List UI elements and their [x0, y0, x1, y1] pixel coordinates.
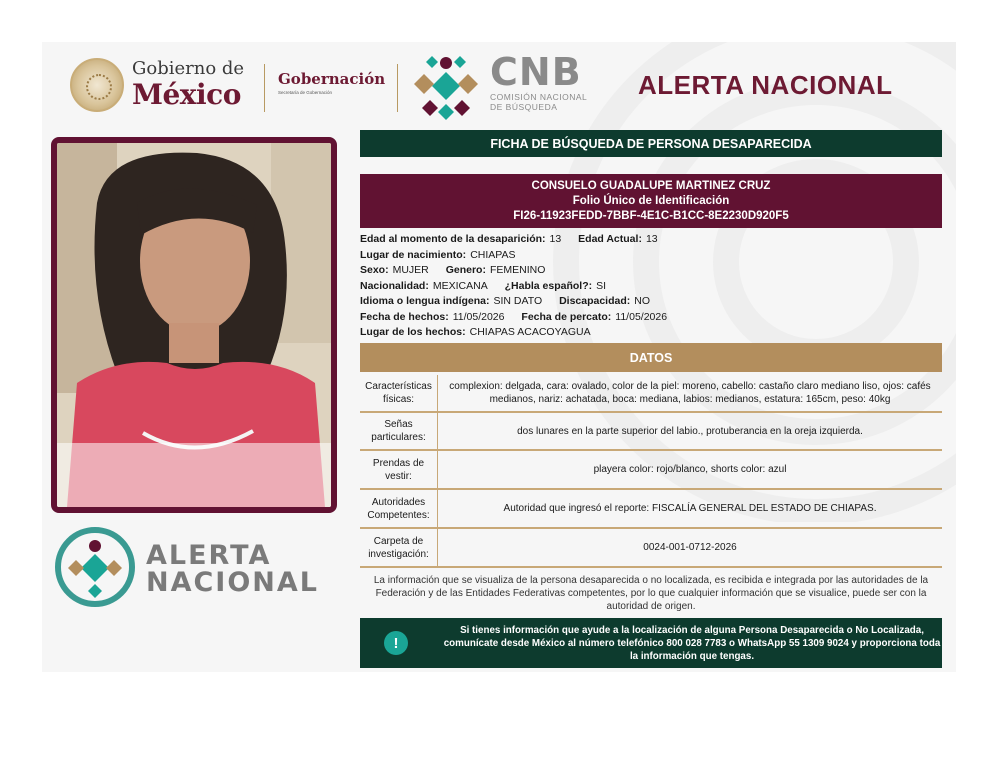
edad-desaparicion-value: 13	[549, 233, 562, 245]
lugar-nacimiento-label: Lugar de nacimiento:	[360, 248, 467, 261]
caracteristicas-value: complexion: delgada, cara: ovalado, color de la piel: moreno, cabello: castaño claro mediano liso, ojos: cafés medianos, nariz: achatada, boca: mediana, labios: medianos, estatura: 165cm, peso: 40kg	[449, 381, 931, 405]
habla-espanol-label: ¿Habla español?:	[504, 279, 593, 292]
fecha-percato-value: 11/05/2026	[615, 310, 668, 323]
contact-text: Si tienes información que ayude a la localización de alguna Persona Desaparecida o No Localizada, comunícate desde México al número telefónico 800 028 7783 o WhatsApp 55 1309 9024 y proporciona toda la información que tengas.	[443, 624, 941, 662]
person-photo	[51, 137, 337, 513]
contact-bar	[360, 618, 942, 668]
cnb-acronym: CNB	[490, 50, 582, 94]
datos-row	[360, 375, 942, 413]
info-row	[360, 294, 942, 310]
habla-espanol-value: SI	[596, 279, 607, 292]
edad-actual-label: Edad Actual:	[578, 233, 642, 245]
fecha-hechos-value: 11/05/2026	[452, 310, 505, 323]
cnb-mark-icon	[410, 50, 482, 122]
alerta-nacional-title: ALERTA NACIONAL	[638, 70, 893, 100]
fecha-hechos-label: Fecha de hechos:	[360, 310, 449, 323]
lugar-hechos-value: CHIAPAS ACACOYAGUA	[469, 326, 591, 338]
senas-value: dos lunares en la parte superior del labio., protuberancia en la oreja izquierda.	[517, 425, 863, 437]
header-divider	[264, 64, 265, 112]
header-divider	[397, 64, 398, 112]
person-info	[360, 232, 942, 341]
info-row	[360, 248, 942, 264]
cnb-wordmark	[490, 52, 587, 112]
sexo-label: Sexo:	[360, 264, 389, 276]
folio-label: Folio Único de Identificación	[572, 195, 730, 207]
nacionalidad-label: Nacionalidad:	[360, 279, 429, 292]
cnb-line2: DE BÚSQUEDA	[490, 102, 558, 112]
gobernacion-logo	[278, 70, 388, 95]
info-row	[360, 232, 942, 248]
genero-value: FEMENINO	[489, 264, 546, 276]
person-name: CONSUELO GUADALUPE MARTINEZ CRUZ	[531, 180, 771, 192]
national-seal-icon	[70, 58, 124, 112]
gob-line1: Gobierno de	[132, 58, 245, 79]
senas-label: Señas particulares:	[360, 413, 438, 449]
autoridades-label: Autoridades Competentes:	[360, 490, 438, 527]
genero-label: Genero:	[445, 264, 486, 276]
edad-desaparicion-label: Edad al momento de la desaparición:	[360, 233, 546, 245]
alerta-nacional-logo-icon	[54, 526, 136, 608]
alert-sheet	[42, 42, 956, 672]
ficha-title-bar: FICHA DE BÚSQUEDA DE PERSONA DESAPARECIDA	[360, 130, 942, 157]
sexo-value: MUJER	[392, 264, 429, 276]
cnb-line1: COMISIÓN NACIONAL	[490, 92, 588, 102]
exclamation-icon: !	[384, 631, 408, 655]
gobernacion-sub: Secretaría de Gobernación	[278, 90, 333, 95]
fecha-percato-label: Fecha de percato:	[521, 310, 612, 323]
lugar-hechos-label: Lugar de los hechos:	[360, 326, 466, 338]
idioma-label: Idioma o lengua indígena:	[360, 295, 490, 307]
logo-line1: ALERTA	[146, 540, 272, 571]
gobernacion-name: Gobernación	[278, 70, 386, 88]
discapacidad-value: NO	[634, 295, 651, 307]
gob-line2: México	[132, 78, 241, 111]
datos-row	[360, 451, 942, 490]
datos-row	[360, 490, 942, 529]
info-row	[360, 325, 942, 341]
folio-value: FI26-11923FEDD-7BBF-4E1C-B1CC-8E2230D920F5	[513, 210, 789, 222]
caracteristicas-label: Características físicas:	[360, 375, 438, 411]
info-row	[360, 310, 942, 326]
discapacidad-label: Discapacidad:	[559, 295, 631, 307]
prendas-value: playera color: rojo/blanco, shorts color: azul	[593, 464, 787, 475]
header	[42, 42, 956, 130]
lugar-nacimiento-value: CHIAPAS	[470, 248, 516, 261]
prendas-label: Prendas de vestir:	[360, 451, 438, 488]
datos-table	[360, 375, 942, 568]
disclaimer: La información que se visualiza de la persona desaparecida o no localizada, es recibida e integrada por las autoridades de la Federación y de las Entidades Federativas competentes, por lo que cualquier información que se visualice, puede ser con la autoridad de origen.	[373, 575, 929, 612]
alerta-nacional-wordmark	[146, 542, 319, 596]
nacionalidad-value: MEXICANA	[432, 279, 488, 292]
person-name-bar	[360, 174, 942, 228]
gobierno-de-mexico-logo	[70, 56, 260, 116]
carpeta-value: 0024-001-0712-2026	[643, 542, 737, 553]
idioma-value: SIN DATO	[493, 295, 543, 307]
carpeta-label: Carpeta de investigación:	[360, 529, 438, 566]
person-photo-illustration	[57, 143, 331, 507]
info-row	[360, 263, 942, 279]
autoridades-value: Autoridad que ingresó el reporte: FISCALÍA GENERAL DEL ESTADO DE CHIAPAS.	[503, 503, 877, 514]
logo-line2: NACIONAL	[146, 567, 320, 598]
datos-row	[360, 413, 942, 451]
datos-title-bar: DATOS	[360, 343, 942, 372]
edad-actual-value: 13	[645, 233, 658, 245]
info-row	[360, 279, 942, 295]
datos-row	[360, 529, 942, 568]
